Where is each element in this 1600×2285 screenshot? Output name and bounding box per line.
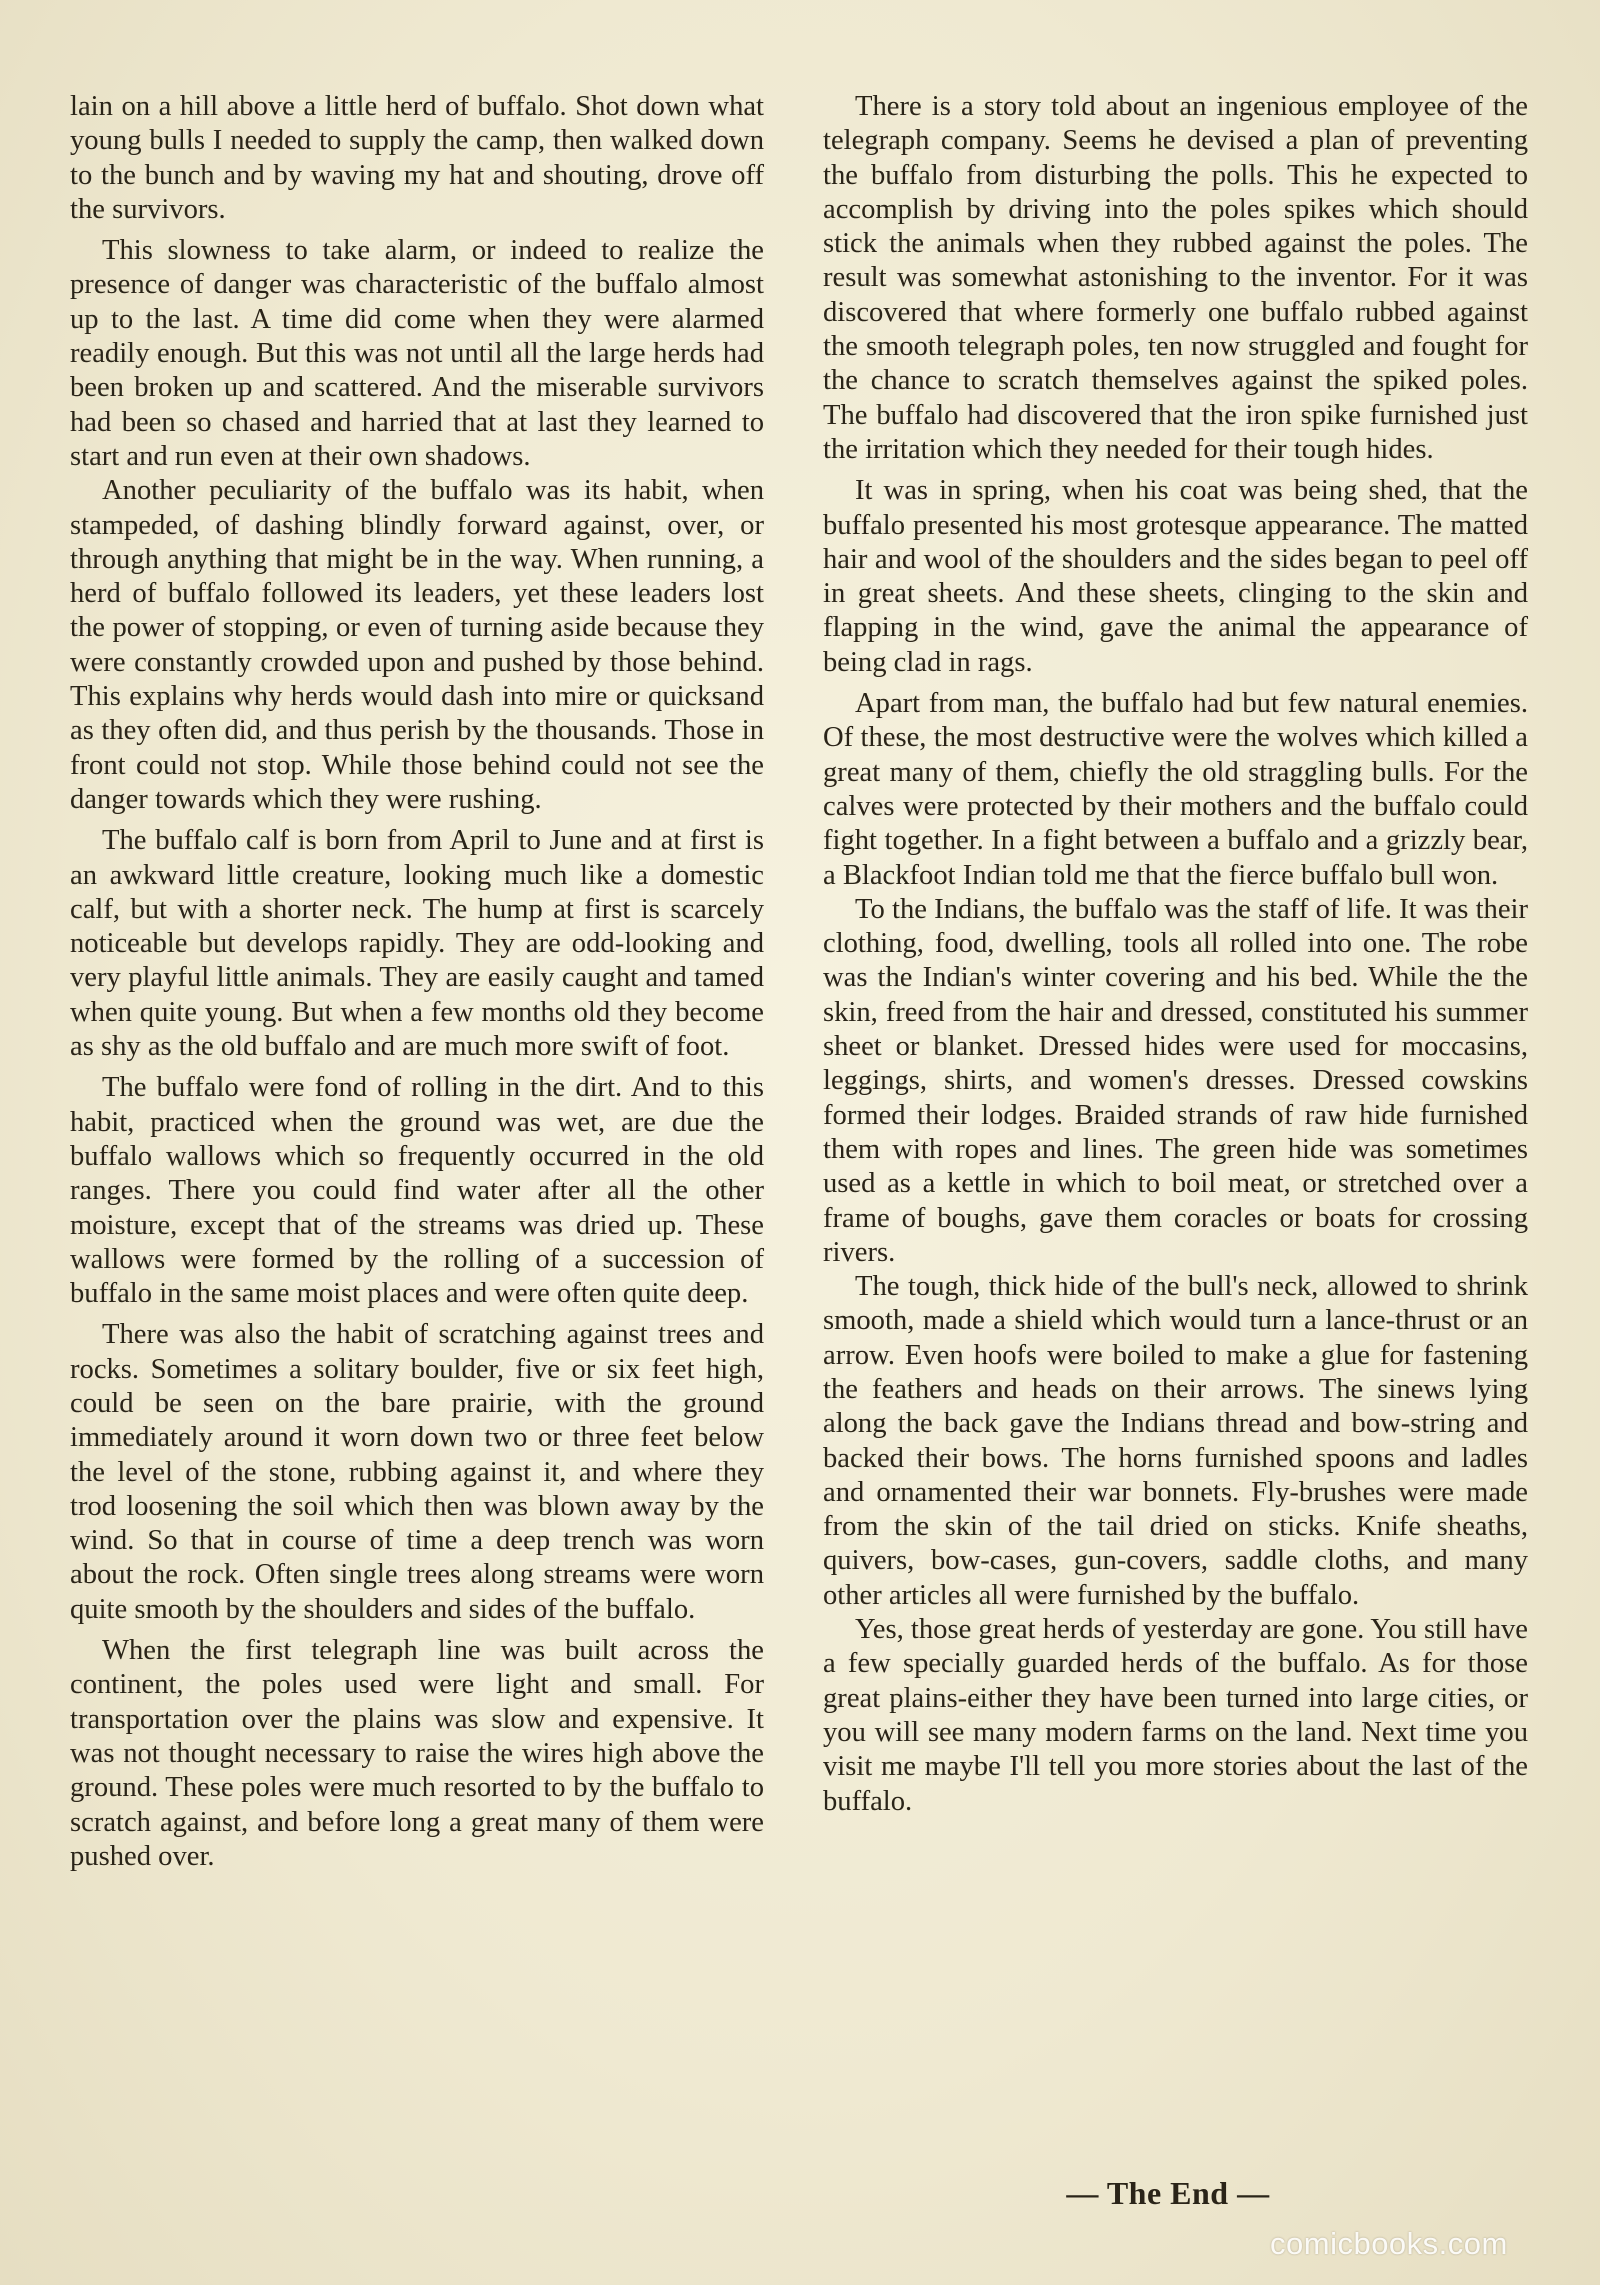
paragraph: To the Indians, the buffalo was the staff of life. It was their clothing, food, dwelling, tools all rolled into one. The robe was the Indian's winter covering and his bed. While the the skin, freed from the hair and dressed, constituted his summer sheet or blanket. Dressed hides were used for moccasins, leggings, shirts, and women's dresses. Dressed cowskins formed their lodges. Braided strands of raw hide furnished them with ropes and lines. The green hide was sometimes used as a kettle in which to boil meat, or stretched over a frame of boughs, gave them coracles or boats for crossing rivers. xyxy=(823,893,1528,1268)
paragraph: Another peculiarity of the buffalo was its habit, when stampeded, of dashing blindly forward against, over, or through anything that might be in the way. When running, a herd of buffalo followed its leaders, yet these leaders lost the power of stopping, or even of turning aside because they were constantly crowded upon and pushed by those behind. This explains why herds would dash into mire or quicksand as they often did, and thus perish by the thousands. Those in front could not stop. While those behind could not see the danger towards which they were rushing. xyxy=(70,475,764,815)
paragraph: This slowness to take alarm, or indeed to realize the presence of danger was characteristic of the buffalo almost up to the last. A time did come when they were alarmed readily enough. But this was not until all the large herds had been broken up and scattered. And the miserable survivors had been so chased and harried that at last they learned to start and run even at their own shadows. xyxy=(70,235,764,472)
paragraph: When the first telegraph line was built across the continent, the poles used were light and small. For transportation over the plains was slow and expensive. It was not thought necessary to raise the wires high above the ground. These poles were much resorted to by the buffalo to scratch against, and before long a great many of them were pushed over. xyxy=(70,1635,764,1872)
paragraph: The buffalo were fond of rolling in the dirt. And to this habit, practiced when the ground was wet, are due the buffalo wallows which so frequently occurred in the old ranges. There you could find water after all the other moisture, except that of the streams was dried up. These wallows were formed by the rolling of a succession of buffalo in the same moist places and were often quite deep. xyxy=(70,1072,764,1310)
paragraph: There is a story told about an ingenious employee of the telegraph company. Seems he devised a plan of preventing the buffalo from disturbing the polls. This he expected to accomplish by driving into the poles spikes which should stick the animals when they rubbed against the poles. The result was somewhat astonishing to the inventor. For it was discovered that where formerly one buffalo rubbed against the smooth telegraph poles, ten now struggled and fought for the chance to scratch themselves against the spiked poles. The buffalo had discovered that the iron spike furnished just the irritation which they needed for their tough hides. xyxy=(823,91,1528,465)
watermark: comicbooks.com xyxy=(1270,2226,1508,2261)
paragraph: Apart from man, the buffalo had but few natural enemies. Of these, the most destructive were the wolves which killed a great many of them, chiefly the old straggling bulls. For the calves were protected by their mothers and the buffalo could fight together. In a fight between a buffalo and a grizzly bear, a Blackfoot Indian told me that the fierce buffalo bull won. xyxy=(823,688,1528,891)
paragraph: lain on a hill above a little herd of buffalo. Shot down what young bulls I needed to supply the camp, then walked down to the bunch and by waving my hat and shouting, drove off the survivors. xyxy=(70,91,764,225)
paragraph: Yes, those great herds of yesterday are gone. You still have a few specially guarded herds of the buffalo. As for those great plains-either they have been turned into large cities, or you will see many modern farms on the land. Next time you visit me maybe I'll tell you more stories about the last of the buffalo. xyxy=(823,1614,1528,1817)
right-column xyxy=(823,90,1528,1819)
paragraph: The buffalo calf is born from April to June and at first is an awkward little creature, looking much like a domestic calf, but with a shorter neck. The hump at first is scarcely noticeable but develops rapidly. They are odd-looking and very playful little animals. They are easily caught and tamed when quite young. But when a few months old they become as shy as the old buffalo and are much more swift of foot. xyxy=(70,825,764,1063)
the-end-label: — The End — xyxy=(1066,2175,1270,2211)
paragraph: It was in spring, when his coat was being shed, that the buffalo presented his most grotesque appearance. The matted hair and wool of the shoulders and the sides began to peel off in great sheets. And these sheets, clinging to the skin and flapping in the wind, gave the animal the appearance of being clad in rags. xyxy=(823,475,1528,678)
paragraph: There was also the habit of scratching against trees and rocks. Sometimes a solitary boulder, five or six feet high, could be seen on the bare prairie, with the ground immediately around it worn down two or three feet below the level of the stone, rubbing against it, and where they trod loosening the soil which then was blown away by the wind. So that in course of time a deep trench was worn about the rock. Often single trees along streams were worn quite smooth by the shoulders and sides of the buffalo. xyxy=(70,1319,764,1625)
paragraph: The tough, thick hide of the bull's neck, allowed to shrink smooth, made a shield which would turn a lance-thrust or an arrow. Even hoofs were boiled to make a glue for fastening the feathers and heads on their arrows. The sinews lying along the back gave the Indians thread and bow-string and backed their bows. The horns furnished spoons and ladles and ornamented their war bonnets. Fly-brushes were made from the skin of the tail dried on sticks. Knife sheaths, quivers, bow-cases, gun-covers, saddle cloths, and many other articles all were furnished by the buffalo. xyxy=(823,1271,1528,1611)
left-column xyxy=(70,90,764,1874)
